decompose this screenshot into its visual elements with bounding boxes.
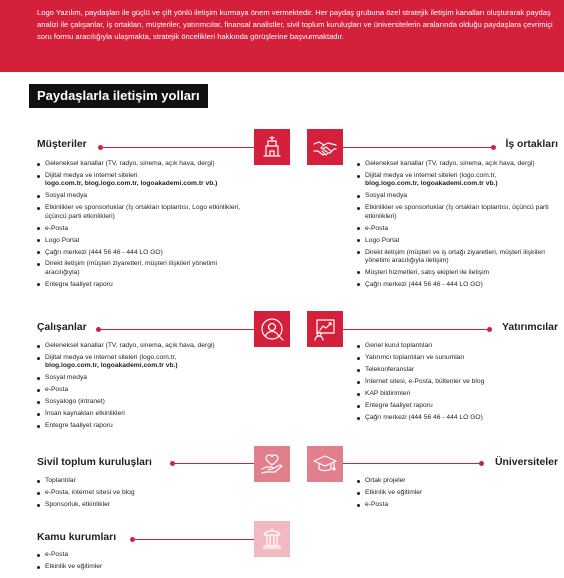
list-item: Sosyal medya xyxy=(357,192,559,200)
list-item: Sosyalogo (intranet) xyxy=(37,398,247,406)
is-ortaklari-list xyxy=(357,160,559,293)
is-ortaklari-title: İş ortakları xyxy=(505,139,558,150)
calisanlar-dot xyxy=(96,327,101,332)
list-item: Etkinlikler ve sponsorluklar (İş ortakları toplantısı, Logo etkinlikleri, üçüncü parti etkinlikleri) xyxy=(37,204,247,221)
list-item: Genel kurul toplantıları xyxy=(357,342,559,350)
heart-hand-icon xyxy=(254,446,290,482)
list-item: e-Posta xyxy=(357,501,559,509)
list-item: Etkinlik ve eğitimler xyxy=(357,489,559,497)
universiteler-dot xyxy=(479,461,484,466)
government-building-icon xyxy=(254,521,290,557)
stk-dot xyxy=(170,461,175,466)
list-item: Logo Portal xyxy=(37,237,247,245)
yatirimcilar-dot xyxy=(487,327,492,332)
list-item: e-Posta xyxy=(37,386,247,394)
list-item: e-Posta xyxy=(37,551,247,559)
list-item: Direkt iletişim (müşteri ziyaretleri, müşteri ilişkileri yönetimi aracılığıyla) xyxy=(37,260,247,277)
handshake-icon xyxy=(307,129,343,165)
list-item: KAP bildirimleri xyxy=(357,390,559,398)
musteriler-title: Müşteriler xyxy=(37,139,87,150)
list-item: e-Posta xyxy=(37,225,247,233)
list-item: Çağrı merkezi (444 56 46 - 444 LO GO) xyxy=(357,414,559,422)
calisanlar-connector xyxy=(98,329,254,330)
universiteler-title: Üniversiteler xyxy=(495,457,558,468)
graduation-cap-icon xyxy=(307,446,343,482)
kamu-list xyxy=(37,551,247,575)
list-item: Dijital medya ve internet siteleri logo.com.tr, blog.logo.com.tr, logoakademi.com.tr vb.) xyxy=(37,172,247,189)
list-item: Geleneksel kanallar (TV, radyo, sinema, açık hava, dergi) xyxy=(37,160,247,168)
universiteler-connector xyxy=(343,463,481,464)
list-item: Dijital medya ve internet siteleri (logo.com.tr, blog.logo.com.tr, logoakademi.com.tr vb.) xyxy=(357,172,559,189)
intro-banner xyxy=(0,0,564,72)
store-icon xyxy=(254,129,290,165)
yatirimcilar-list xyxy=(357,342,559,426)
is-ortaklari-connector xyxy=(343,147,493,148)
list-item: Telekonferanslar xyxy=(357,366,559,374)
stk-title: Sivil toplum kuruluşları xyxy=(37,457,152,468)
list-item: Direkt iletişim (müşteri ve iş ortağı ziyaretleri, müşteri ilişkileri yönetimi aracılığıyla iletişim) xyxy=(357,249,559,266)
list-item: Entegre faaliyet raporu xyxy=(37,422,247,430)
yatirimcilar-connector xyxy=(343,329,489,330)
list-item: Toplantılar xyxy=(37,477,247,485)
list-item: Sponsorluk, etkinlikler xyxy=(37,501,247,509)
list-item: Müşteri hizmetleri, satış ekipleri ile iletişim xyxy=(357,269,559,277)
musteriler-dot xyxy=(98,145,103,150)
yatirimcilar-title: Yatırımcılar xyxy=(501,322,558,333)
list-item: İnternet sitesi, e-Posta, bültenler ve blog xyxy=(357,378,559,386)
kamu-connector xyxy=(132,539,254,540)
list-item: e-Posta, internet sitesi ve blog xyxy=(37,489,247,497)
list-item: Sosyal medya xyxy=(37,374,247,382)
list-item: Yatırımcı toplantıları ve sunumları xyxy=(357,354,559,362)
stk-list xyxy=(37,477,247,513)
list-item: Sosyal medya xyxy=(37,192,247,200)
list-item: e-Posta xyxy=(357,225,559,233)
stk-connector xyxy=(172,463,254,464)
calisanlar-title: Çalışanlar xyxy=(37,322,87,333)
investor-chart-icon xyxy=(307,311,343,347)
list-item: Etkinlikler ve sponsorluklar (İş ortakları toplantısı, üçüncü parti etkinlikleri) xyxy=(357,204,559,221)
list-item: Geleneksel kanallar (TV, radyo, sinema, açık hava, dergi) xyxy=(357,160,559,168)
musteriler-list xyxy=(37,160,247,293)
list-item: Logo Portal xyxy=(357,237,559,245)
list-item: Çağrı merkezi (444 56 46 - 444 LO GO) xyxy=(37,249,247,257)
universiteler-list xyxy=(357,477,559,513)
employee-icon xyxy=(254,311,290,347)
musteriler-connector xyxy=(100,147,254,148)
list-item: İnsan kaynakları etkinlikleri xyxy=(37,410,247,418)
list-item: Ortak projeler xyxy=(357,477,559,485)
list-item: Dijital medya ve internet siteleri (logo.com.tr, blog.logo.com.tr, logoakademi.com.tr vb.) xyxy=(37,354,247,371)
section-title: Paydaşlarla iletişim yolları xyxy=(29,84,208,108)
calisanlar-list xyxy=(37,342,247,434)
list-item: Entegre faaliyet raporu xyxy=(357,402,559,410)
intro-text: Logo Yazılım, paydaşları ile güçlü ve çift yönlü iletişim kurmaya önem vermektedir. Her paydaş grubuna özel stratejik iletişim kanalları oluşturarak paydaş analizi ile çalışanlar, iş ortakları, müşteriler, yatırımcılar, finansal analistler, sivil toplum kuruluşları ve üniversitelerin aralarında olduğu paydaşlara çevrimiçi soru formu aracılığıyla ulaşmakta, stratejik öncelikleri hakkında görüşlerine başvurmaktadır. xyxy=(37,8,553,42)
list-item: Entegre faaliyet raporu xyxy=(37,281,247,289)
is-ortaklari-dot xyxy=(491,145,496,150)
list-item: Etkinlik ve eğitimler xyxy=(37,563,247,571)
kamu-dot xyxy=(130,537,135,542)
kamu-title: Kamu kurumları xyxy=(37,532,117,543)
list-item: Çağrı merkezi (444 56 46 - 444 LO GO) xyxy=(357,281,559,289)
list-item: Geleneksel kanallar (TV, radyo, sinema, açık hava, dergi) xyxy=(37,342,247,350)
